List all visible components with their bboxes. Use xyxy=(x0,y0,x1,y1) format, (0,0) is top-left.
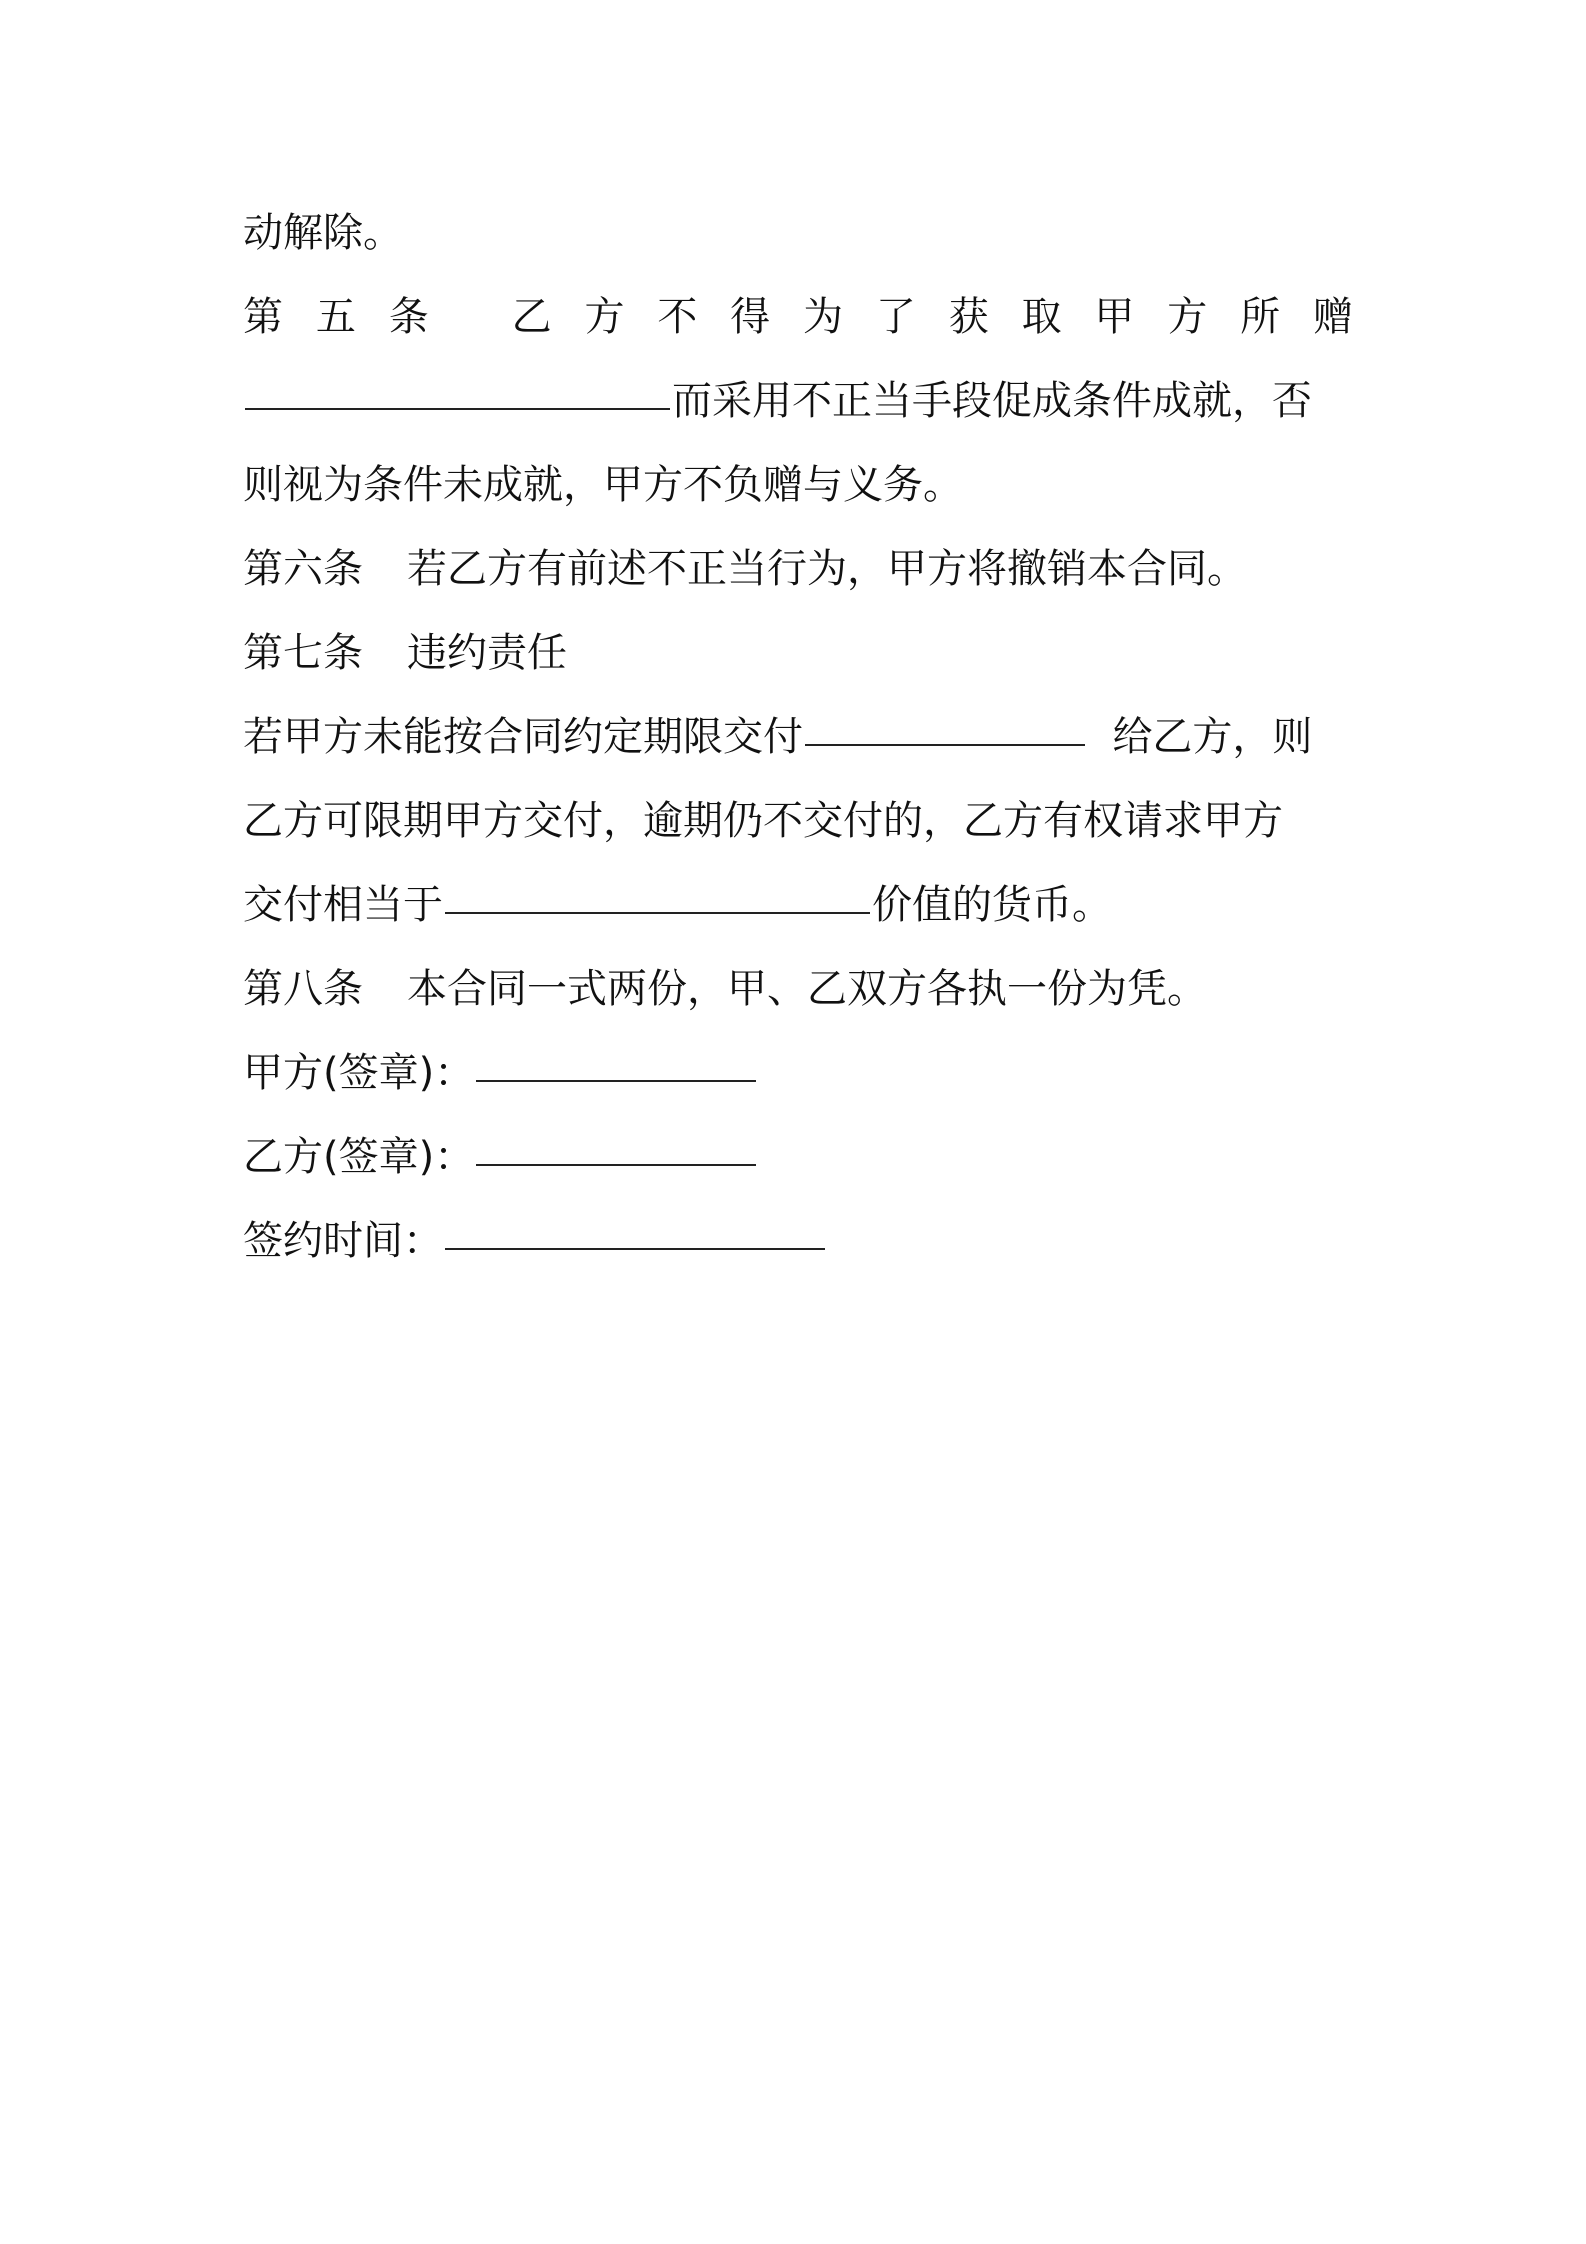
signature-party-b-label: 乙方(签章)： xyxy=(243,1134,475,1180)
article-8-label: 第八条 xyxy=(243,966,363,1012)
article-7-title: 违约责任 xyxy=(407,630,567,676)
article-5-ending: 则视为条件未成就，甲方不负赠与义务。 xyxy=(243,462,963,508)
article-7-label: 第七条 xyxy=(243,630,363,676)
fill-blank xyxy=(445,868,870,914)
article-7-text-c: 乙方可限期甲方交付，逾期仍不交付的，乙方有权请求甲方 xyxy=(243,798,1283,844)
article-7 xyxy=(243,611,1353,695)
article-7-line-1 xyxy=(243,695,1353,779)
continued-text: 动解除。 xyxy=(243,210,403,256)
fill-blank xyxy=(805,700,1085,746)
document-body xyxy=(243,191,1353,1283)
signing-date-label: 签约时间： xyxy=(243,1218,443,1264)
article-7-text-e: 价值的货币。 xyxy=(872,882,1112,928)
signature-party-a-label: 甲方(签章)： xyxy=(243,1050,475,1096)
article-5-continuation: 而采用不正当手段促成条件成就，否 xyxy=(672,378,1312,424)
article-7-text-b: 给乙方，则 xyxy=(1112,714,1313,760)
article-5-heading xyxy=(243,275,1353,359)
date-blank xyxy=(445,1204,825,1250)
article-7-text-a: 若甲方未能按合同约定期限交付 xyxy=(243,714,803,760)
article-8 xyxy=(243,947,1353,1031)
article-5-text: 第 五 条 乙 方 不 得 为 了 获 取 甲 方 所 赠 xyxy=(243,294,1353,340)
article-5-line-3 xyxy=(243,443,1353,527)
signature-blank xyxy=(476,1120,756,1166)
article-5-line-2 xyxy=(243,359,1353,443)
article-6-text: 若乙方有前述不正当行为，甲方将撤销本合同。 xyxy=(407,546,1247,592)
paragraph-line xyxy=(243,191,1353,275)
article-7-line-2 xyxy=(243,779,1353,863)
article-7-line-3 xyxy=(243,863,1353,947)
article-6-label: 第六条 xyxy=(243,546,363,592)
fill-blank xyxy=(245,364,670,410)
signature-blank xyxy=(476,1036,756,1082)
signing-date xyxy=(243,1199,1353,1283)
article-8-text: 本合同一式两份，甲、乙双方各执一份为凭。 xyxy=(407,966,1207,1012)
article-6 xyxy=(243,527,1353,611)
signature-party-a xyxy=(243,1031,1353,1115)
article-7-text-d: 交付相当于 xyxy=(243,882,443,928)
signature-party-b xyxy=(243,1115,1353,1199)
